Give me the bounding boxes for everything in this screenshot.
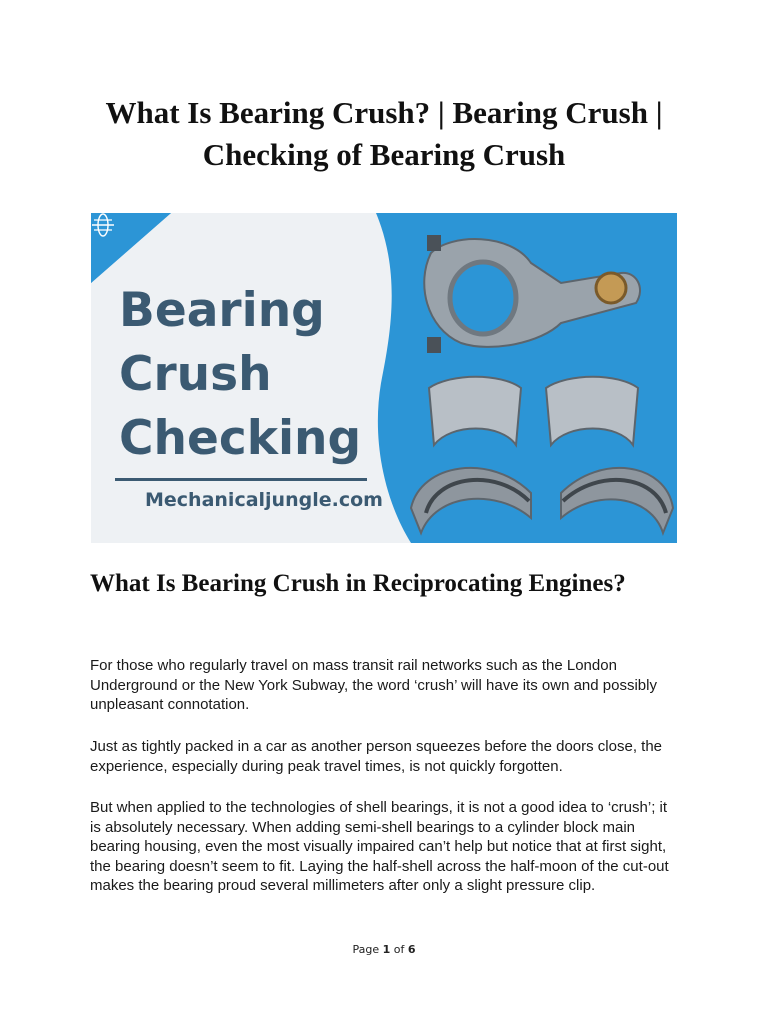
- paragraph-2: Just as tightly packed in a car as another person squeezes before the doors close, the experience, especially during peak travel times, is not quickly forgotten.: [90, 738, 663, 775]
- paragraph-3: But when applied to the technologies of shell bearings, it is not a good idea to ‘crush’; it is absolutely necessary. When adding semi-shell bearings to a cylinder block main bearing housing, even the most visually impaired can’t help but notice that at first sight, the bearing doesn’t seem to fit. Laying the half-shell across the half-moon of the cut-out makes the bearing proud several millimeters after only a slight pressure clip.: [90, 799, 669, 895]
- section-heading: What Is Bearing Crush in Reciprocating Engines?: [90, 570, 626, 597]
- footer-current-page: 1: [382, 943, 391, 956]
- paragraph-1: For those who regularly travel on mass transit rail networks such as the London Underground or the New York Subway, the word ‘crush’ will have its own and possibly unpleasant connotation.: [90, 657, 657, 714]
- banner-divider: [115, 478, 367, 481]
- connecting-rod-illustration: [424, 235, 640, 353]
- banner-site-name: Mechanicaljungle.com: [145, 489, 383, 511]
- footer-of-word: of: [393, 943, 405, 956]
- footer-total-pages: 6: [407, 943, 416, 956]
- globe-icon: [91, 213, 115, 237]
- footer-page-word: Page: [352, 943, 380, 956]
- banner-text-line-3: Checking: [119, 411, 362, 466]
- banner-image: [91, 213, 677, 543]
- banner-text-line-1: Bearing: [119, 283, 325, 338]
- banner-text-line-2: Crush: [119, 347, 272, 402]
- bearing-shells-illustration: [411, 377, 673, 533]
- page-footer: [0, 943, 768, 956]
- page-title: What Is Bearing Crush? | Bearing Crush | Checking of Bearing Crush: [105, 95, 663, 172]
